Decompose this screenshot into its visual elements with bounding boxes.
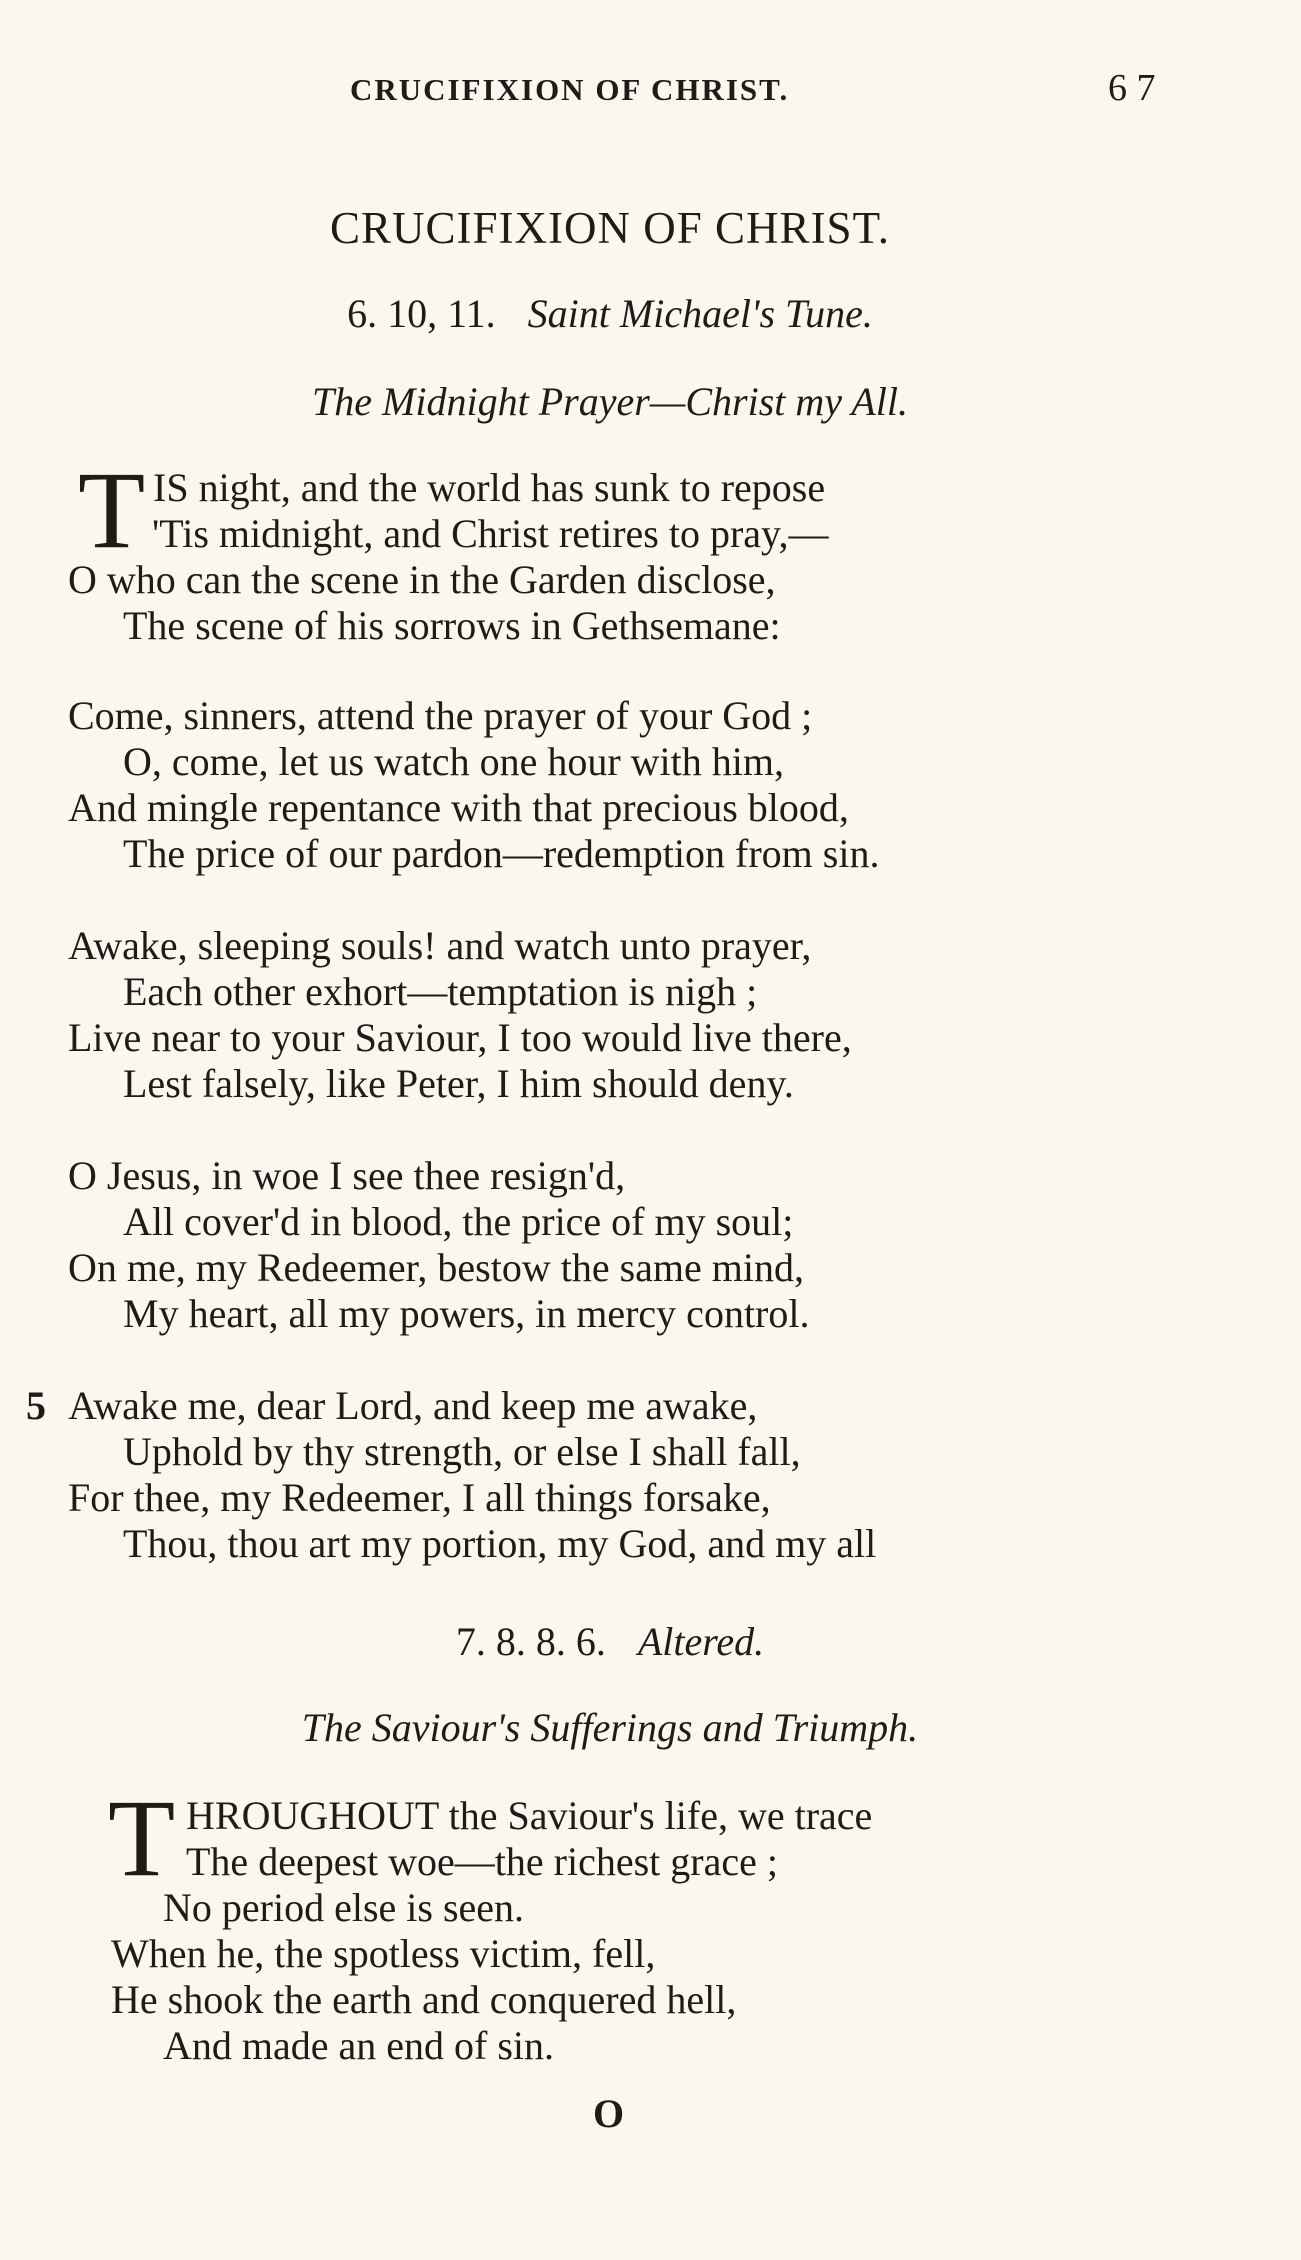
verse-line: Live near to your Saviour, I too would live there, <box>68 1015 852 1060</box>
verse-line: On me, my Redeemer, bestow the same mind, <box>68 1245 804 1290</box>
verse-line: And made an end of sin. <box>163 2023 555 2068</box>
page-number: 6 7 <box>1108 67 1156 109</box>
verse-line: Awake me, dear Lord, and keep me awake, <box>68 1383 758 1428</box>
hymn1-stanza-5 <box>68 1383 1208 1567</box>
verse-line: Come, sinners, attend the prayer of your God ; <box>68 693 813 738</box>
hymn1-stanza-4 <box>68 1153 1208 1337</box>
verse-line: O Jesus, in woe I see thee resign'd, <box>68 1153 626 1198</box>
hymn1-subtitle: The Midnight Prayer—Christ my All. <box>312 379 908 424</box>
verse-line: The price of our pardon—redemption from sin. <box>123 831 880 876</box>
verse-line: O who can the scene in the Garden disclose, <box>68 557 776 602</box>
verse-line: My heart, all my powers, in mercy control. <box>123 1291 810 1336</box>
hymn1-tune: Saint Michael's Tune. <box>527 291 873 336</box>
verse-line: O, come, let us watch one hour with him, <box>123 739 784 784</box>
verse-line: All cover'd in blood, the price of my soul; <box>123 1199 794 1244</box>
hymn2-meter: 7. 8. 8. 6. <box>455 1619 606 1664</box>
verse-line: The scene of his sorrows in Gethsemane: <box>123 603 781 648</box>
verse-line: HROUGHOUT the Saviour's life, we trace <box>186 1793 873 1838</box>
verse-line: He shook the earth and conquered hell, <box>111 1977 737 2022</box>
hymn2-drop-cap: T <box>108 1777 176 1899</box>
hymn2-stanza-1 <box>68 1793 1208 2069</box>
stanza-number: 5 <box>26 1383 46 1428</box>
hymn1-meter: 6. 10, 11. <box>347 291 496 336</box>
hymn1-stanza-1 <box>68 465 1208 649</box>
hymn2-subtitle: The Saviour's Sufferings and Triumph. <box>301 1705 919 1750</box>
verse-line: When he, the spotless victim, fell, <box>111 1931 656 1976</box>
hymn1-stanza-2 <box>68 693 1208 877</box>
catchword: O <box>593 2091 625 2136</box>
verse-line: Each other exhort—temptation is nigh ; <box>123 969 758 1014</box>
hymn1-heading <box>0 290 1220 337</box>
hymn1-drop-cap: T <box>78 449 146 571</box>
hymn2-heading <box>0 1618 1220 1665</box>
verse-line: No period else is seen. <box>163 1885 525 1930</box>
verse-line: And mingle repentance with that precious blood, <box>68 785 849 830</box>
verse-line: For thee, my Redeemer, I all things forsake, <box>68 1475 771 1520</box>
verse-line: Thou, thou art my portion, my God, and my all <box>123 1521 877 1566</box>
verse-line: 'Tis midnight, and Christ retires to pray,— <box>152 511 829 556</box>
verse-line: IS night, and the world has sunk to repose <box>153 465 826 510</box>
hymn1-stanza-3 <box>68 923 1208 1107</box>
verse-line: Lest falsely, like Peter, I him should deny. <box>123 1061 794 1106</box>
verse-line: Uphold by thy strength, or else I shall fall, <box>123 1429 801 1474</box>
verse-line: The deepest woe—the richest grace ; <box>186 1839 778 1884</box>
running-head: CRUCIFIXION OF CHRIST. <box>350 72 790 107</box>
hymn-section-title: CRUCIFIXION OF CHRIST. <box>330 203 890 253</box>
hymn2-tune: Altered. <box>637 1619 765 1664</box>
verse-line: Awake, sleeping souls! and watch unto prayer, <box>68 923 812 968</box>
